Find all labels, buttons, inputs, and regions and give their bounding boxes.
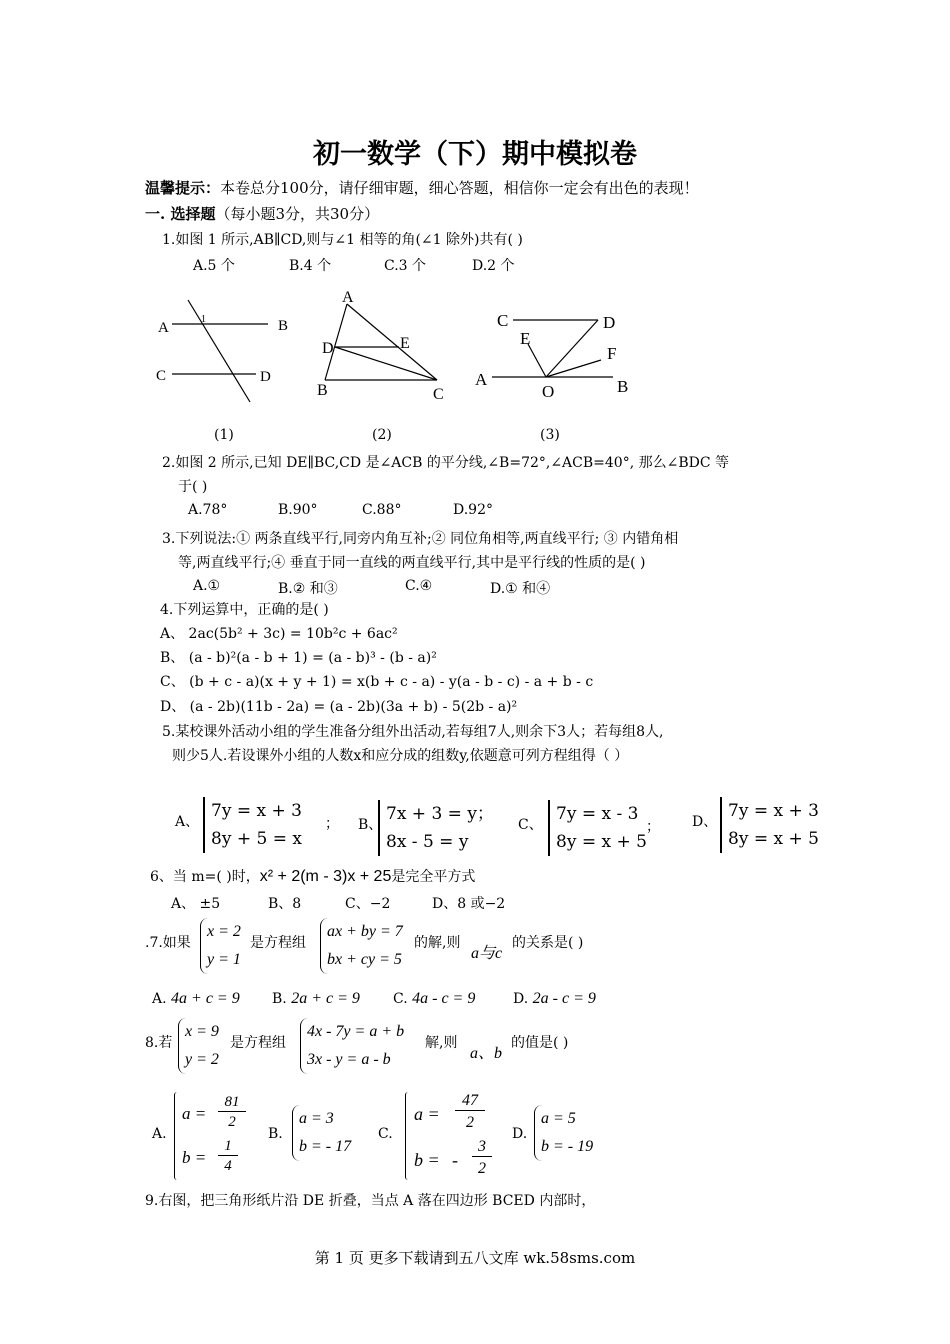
- q7-a-label: A.: [152, 991, 167, 1007]
- q8-prefix: 8.若: [145, 1035, 173, 1051]
- q8-mid: 是方程组: [230, 1035, 286, 1051]
- q8-a-var-a: a =: [182, 1104, 207, 1123]
- q8-sol-x: x = 9: [185, 1023, 219, 1040]
- q8-c-var-a: a =: [414, 1104, 440, 1124]
- figure-1-caption: (1): [214, 427, 234, 443]
- section-label: 一. 选择题: [145, 205, 216, 223]
- tip-line: [145, 177, 699, 198]
- fig1-label-a: A: [158, 320, 169, 336]
- q8-d-eq2: b = - 19: [541, 1138, 594, 1155]
- q8-a-a-num: 81: [218, 1094, 246, 1112]
- q8-eq2: 3x - y = a - b: [307, 1051, 391, 1068]
- q8-a-var-b: b =: [182, 1148, 207, 1167]
- question-3-line-2: 等,两直线平行;④ 垂直于同一直线的两直线平行,其中是平行线的性质的是( ): [178, 555, 646, 571]
- q7-option-c: [393, 990, 475, 1008]
- q7-c-label: C.: [393, 991, 408, 1007]
- question-1: 1.如图 1 所示,AB∥CD,则与∠1 相等的角(∠1 除外)共有( ): [162, 232, 523, 248]
- q8-c-brace: [405, 1092, 408, 1180]
- q8-mid2: 解,则: [425, 1035, 458, 1051]
- q7-option-b: [272, 990, 360, 1008]
- q8-solution: [178, 1018, 219, 1074]
- q4-option-a: A、 2ac(5b² + 3c) = 10b²c + 6ac²: [160, 626, 398, 642]
- q8-c-a-den: 2: [466, 1114, 474, 1131]
- q5-option-c-label: C、: [518, 817, 543, 833]
- q7-d-label: D.: [513, 991, 529, 1007]
- fig1-label-b: B: [278, 318, 289, 334]
- q5-b-eq2: 8x - 5 = y: [386, 832, 469, 852]
- fig3-label-d: D: [603, 313, 616, 332]
- q1-option-b: B.4 个: [289, 258, 332, 274]
- fig2-label-d: D: [322, 340, 334, 357]
- q8-b-system: [292, 1105, 351, 1161]
- q5-b-eq1: 7x + 3 = y；: [386, 804, 494, 824]
- q7-a-expr: 4a + c = 9: [171, 990, 240, 1007]
- question-5-line-1: 5.某校课外活动小组的学生准备分组外出活动,若每组7人,则余下3人；若每组8人,: [162, 724, 664, 740]
- fig1-label-c: C: [156, 368, 167, 384]
- figure-2: [305, 280, 455, 410]
- q1-option-c: C.3 个: [384, 258, 427, 274]
- q8-c-a-num: 47: [455, 1092, 485, 1111]
- q8-vars: a、b: [470, 1045, 503, 1062]
- question-2-line-2: 于( ): [178, 479, 208, 495]
- q6-expression: x² + 2(m - 3)x + 25: [259, 868, 392, 885]
- q8-suffix: 的值是( ): [511, 1035, 569, 1051]
- question-2-line-1: 2.如图 2 所示,已知 DE∥BC,CD 是∠ACB 的平分线,∠B=72°,∠ACB=40°, 那么∠BDC 等: [162, 455, 730, 471]
- q3-option-a: A.①: [193, 578, 221, 594]
- tip-label: 温馨提示：: [145, 179, 221, 197]
- q7-b-label: B.: [272, 991, 287, 1007]
- section-note: （每小题3分，共30分）: [215, 205, 380, 223]
- question-4: 4.下列运算中，正确的是( ): [160, 602, 329, 618]
- question-6: [150, 866, 475, 886]
- q5-c-eq1: 7y = x - 3: [556, 804, 639, 824]
- q2-option-c: C.88°: [362, 502, 402, 518]
- q7-option-d: [513, 990, 596, 1008]
- figure-3-caption: (3): [540, 427, 560, 443]
- q5-a-eq2: 8y + 5 = x: [211, 829, 302, 849]
- q3-option-c: C.④: [405, 578, 433, 594]
- q4-option-c: C、 (b + c - a)(x + y + 1) = x(b + c - a) - y(a - b - c) - a + b - c: [160, 674, 594, 690]
- tip-text: 本卷总分100分，请仔细审题，细心答题，相信你一定会有出色的表现！: [220, 179, 699, 197]
- q5-d-eq2: 8y = x + 5: [728, 829, 819, 849]
- q1-option-d: D.2 个: [472, 258, 515, 274]
- q8-a-a-den: 2: [228, 1114, 236, 1130]
- fig2-label-c: C: [433, 386, 444, 403]
- q8-b-eq2: b = - 17: [299, 1138, 352, 1155]
- fig3-label-o: O: [542, 382, 555, 401]
- q8-a-brace: [174, 1092, 177, 1180]
- q7-mid: 是方程组: [250, 935, 306, 951]
- q3-option-b: B.② 和③: [278, 581, 338, 597]
- q7-d-expr: 2a - c = 9: [532, 990, 596, 1007]
- q8-option-b-label: B.: [268, 1126, 283, 1142]
- q7-suffix: 的关系是( ): [512, 935, 584, 951]
- q8-c-b-sign: -: [452, 1150, 458, 1170]
- fig2-label-a: A: [342, 289, 354, 306]
- q5-c-eq2: 8y = x + 5: [556, 832, 647, 852]
- q6-option-a: A、 ±5: [171, 896, 221, 912]
- q5-option-d-label: D、: [692, 814, 718, 830]
- q8-a-b-num: 1: [218, 1138, 238, 1156]
- q5-a-separator: ；: [325, 816, 339, 832]
- q1-option-a: A.5 个: [193, 258, 235, 274]
- q4-option-d: D、 (a - 2b)(11b - 2a) = (a - 2b)(3a + b) - 5(2b - a)²: [160, 699, 518, 715]
- q8-d-system: [534, 1105, 593, 1161]
- q7-sol-y: y = 1: [207, 951, 241, 968]
- q6-prefix: 6、当 m=( )时，: [150, 869, 260, 885]
- fig3-label-e: E: [520, 329, 531, 348]
- q8-c-var-b: b =: [414, 1150, 440, 1170]
- q7-mid2: 的解,则: [414, 935, 461, 951]
- section-heading: [145, 203, 379, 224]
- fig2-label-e: E: [400, 335, 410, 352]
- q2-option-b: B.90°: [278, 502, 318, 518]
- page-footer: 第 1 页 更多下载请到五八文库 wk.58sms.com: [314, 1249, 636, 1267]
- q7-sol-x: x = 2: [207, 923, 241, 940]
- figure-3: [470, 300, 640, 410]
- q7-prefix: .7.如果: [145, 935, 191, 951]
- q7-eq1: ax + by = 7: [327, 923, 403, 940]
- q4-option-b: B、 (a - b)²(a - b + 1) = (a - b)³ - (b - a)²: [160, 650, 437, 666]
- q5-d-eq1: 7y = x + 3: [728, 801, 819, 821]
- q8-option-a-label: A.: [152, 1126, 167, 1142]
- q8-sol-y: y = 2: [185, 1051, 219, 1068]
- q7-system: [320, 918, 403, 974]
- q8-c-b-den: 2: [478, 1160, 486, 1177]
- q8-option-d-label: D.: [512, 1126, 528, 1142]
- q7-option-a: [152, 990, 240, 1008]
- q2-option-a: A.78°: [188, 502, 228, 518]
- fig3-label-a: A: [475, 370, 488, 389]
- question-9: 9.右图，把三角形纸片沿 DE 折叠，当点 A 落在四边形 BCED 内部时，: [145, 1193, 596, 1209]
- figure-2-caption: (2): [372, 427, 392, 443]
- q6-option-c: C、−2: [345, 896, 391, 912]
- q6-option-b: B、8: [268, 896, 302, 912]
- q3-option-d: D.① 和④: [490, 581, 551, 597]
- q6-suffix: 是完全平方式: [391, 869, 476, 885]
- q5-c-separator: ；: [646, 819, 660, 835]
- figure-1: [150, 290, 300, 440]
- fig3-label-f: F: [607, 344, 617, 363]
- q8-eq1: 4x - 7y = a + b: [307, 1023, 405, 1040]
- q8-d-eq1: a = 5: [541, 1110, 576, 1127]
- q7-eq2: bx + cy = 5: [327, 951, 402, 968]
- fig3-label-c: C: [497, 311, 509, 330]
- fig1-angle-label: 1: [201, 314, 206, 325]
- q5-option-b-label: B、: [358, 817, 383, 833]
- q7-b-expr: 2a + c = 9: [291, 990, 360, 1007]
- q5-a-eq1: 7y = x + 3: [211, 801, 302, 821]
- q8-a-b-den: 4: [224, 1158, 232, 1174]
- question-3-line-1: 3.下列说法:① 两条直线平行,同旁内角互补;② 同位角相等,两直线平行; ③ 内错角相: [162, 531, 679, 547]
- q7-c-expr: 4a - c = 9: [412, 990, 476, 1007]
- question-5-line-2: 则少5人.若设课外小组的人数x和应分成的组数y,依题意可列方程组得（ ）: [172, 748, 629, 764]
- fig3-label-b: B: [617, 377, 629, 396]
- q6-option-d: D、8 或−2: [432, 896, 506, 912]
- q5-option-a-label: A、: [175, 814, 200, 830]
- q8-c-b-num: 3: [472, 1138, 492, 1157]
- q7-solution: [200, 918, 241, 974]
- q8-option-c-label: C.: [378, 1126, 393, 1142]
- fig2-label-b: B: [317, 382, 328, 399]
- q7-relation: a与c: [471, 945, 503, 962]
- q8-system: [300, 1018, 404, 1074]
- fig1-label-d: D: [260, 369, 271, 385]
- q8-b-eq1: a = 3: [299, 1110, 334, 1127]
- q2-option-d: D.92°: [453, 502, 493, 518]
- page-title: 初一数学（下）期中模拟卷: [313, 139, 637, 170]
